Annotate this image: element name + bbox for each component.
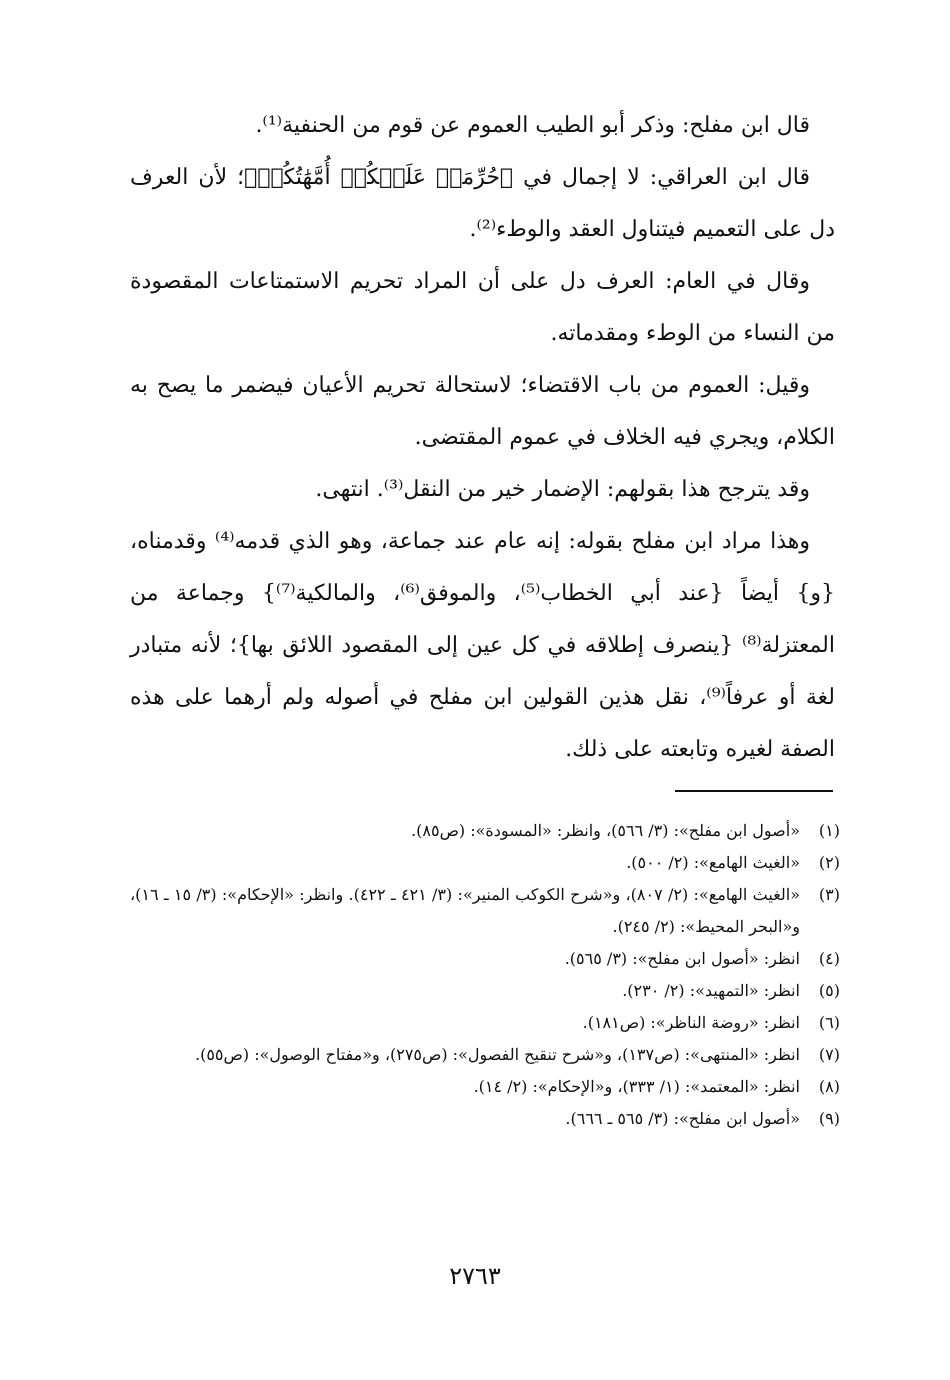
footnote — [130, 943, 840, 975]
footnote — [130, 1039, 840, 1071]
footnote-text: «الغيث الهامع»: (٢/ ٨٠٧)، و«شرح الكوكب المنير»: (٣/ ٤٢١ ـ ٤٢٢). وانظر: «الإحكام»: (٣/ ١٥ ـ ١٦)، و«البحر المحيط»: (٢/ ٢٤٥). — [130, 885, 801, 936]
paragraph: وقال في العام: العرف دل على أن المراد تحريم الاستمتاعات المقصودة من النساء من الوطء ومقدماته. — [130, 269, 835, 346]
footnote-number: (٥) — [818, 981, 840, 1000]
footnote-text: انظر: «روضة الناظر»: (ص١٨١). — [582, 1013, 800, 1032]
footnote — [130, 815, 840, 847]
footnote-number: (٣) — [818, 885, 840, 904]
paragraph: قال ابن مفلح: وذكر أبو الطيب العموم عن قوم من الحنفية⁽¹⁾. — [255, 113, 810, 138]
footnote-separator — [675, 790, 833, 792]
footnote — [130, 1103, 840, 1135]
footnote-number: (٦) — [818, 1013, 840, 1032]
footnote-number: (٤) — [818, 949, 840, 968]
paragraph: وقيل: العموم من باب الاقتضاء؛ لاستحالة تحريم الأعيان فيضمر ما يصح به الكلام، ويجري فيه الخلاف في عموم المقتضى. — [130, 373, 835, 450]
footnote-text: انظر: «المنتهى»: (ص١٣٧)، و«شرح تنقيح الفصول»: (ص٢٧٥)، و«مفتاح الوصول»: (ص٥٥). — [195, 1045, 800, 1064]
footnotes — [130, 815, 840, 1135]
footnote — [130, 1007, 840, 1039]
footnote — [130, 975, 840, 1007]
footnote-text: انظر: «التمهيد»: (٢/ ٢٣٠). — [622, 981, 800, 1000]
footnote — [130, 847, 840, 879]
page-number: ٢٧٦٣ — [449, 1262, 501, 1290]
footnote-number: (٨) — [818, 1077, 840, 1096]
footnote-text: «الغيث الهامع»: (٢/ ٥٠٠). — [626, 853, 800, 872]
paragraph: وقد يترجح هذا بقولهم: الإضمار خير من النقل⁽³⁾. انتهى. — [315, 477, 810, 502]
paragraph: وهذا مراد ابن مفلح بقوله: إنه عام عند جماعة، وهو الذي قدمه⁽⁴⁾ وقدمناه، {و} أيضاً {عند أبي الخطاب⁽⁵⁾، والموفق⁽⁶⁾، والمالكية⁽⁷⁾} وجماعة من المعتزلة⁽⁸⁾ {ينصرف إطلاقه في كل عين إلى المقصود اللائق بها}؛ لأنه متبادر لغة أو عرفاً⁽⁹⁾، نقل هذين القولين ابن مفلح في أصوله ولم أرهما على هذه الصفة لغيره وتابعته على ذلك. — [130, 529, 835, 762]
footnote-text: انظر: «أصول ابن مفلح»: (٣/ ٥٦٥). — [564, 949, 800, 968]
footnote-number: (٢) — [818, 853, 840, 872]
footnote-text: «أصول ابن مفلح»: (٣/ ٥٦٦)، وانظر: «المسودة»: (ص٨٥). — [411, 821, 800, 840]
paragraph: قال ابن العراقي: لا إجمال في ﴿حُرِّمَتۡ عَلَيۡكُمۡ أُمَّهَٰتُكُمۡ﴾؛ لأن العرف دل على التعميم فيتناول العقد والوطء⁽²⁾. — [130, 165, 835, 242]
footnote-number: (٩) — [818, 1109, 840, 1128]
main-text — [130, 100, 835, 776]
footnote-number: (١) — [818, 821, 840, 840]
footnote — [130, 879, 840, 943]
footnote-number: (٧) — [818, 1045, 840, 1064]
footnote-text: «أصول ابن مفلح»: (٣/ ٥٦٥ ـ ٦٦٦). — [565, 1109, 800, 1128]
footnote — [130, 1071, 840, 1103]
footnote-text: انظر: «المعتمد»: (١/ ٣٣٣)، و«الإحكام»: (٢/ ١٤). — [473, 1077, 800, 1096]
